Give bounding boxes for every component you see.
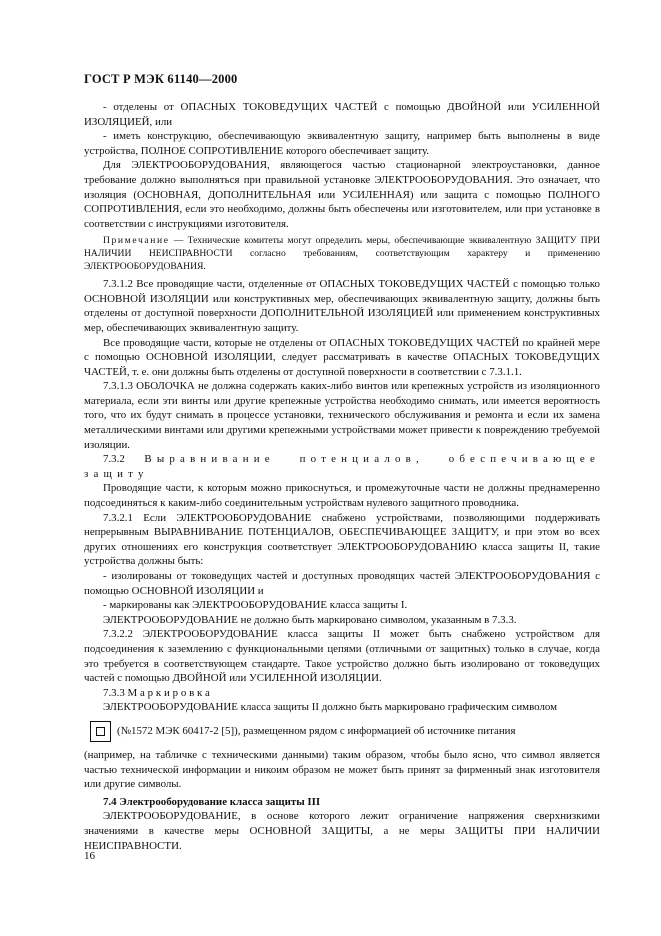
double-square-class-ii-icon [90,721,111,742]
heading-7-3-2 [84,452,600,481]
paragraph-accessible-parts: Проводящие части, к которым можно прикоснуться, и промежуточные части не должны преднамеренно подсоединяться к каким-либо соединительным устройствам нулевого защитного проводника. [84,482,600,510]
clause-7-3-1-3: 7.3.1.3 ОБОЛОЧКА не должна содержать каких-либо винтов или крепежных устройств из изоляционного материала, если эти винты или другие крепежные устройства необходимо снимать, или имеется вероятность того, что их будут снимать в процессе установки, технического обслуживания и ремонта и если их замена металлическими винтами или другими крепежными устройствами может привести к повреждению требуемой изоляции. [84,380,600,451]
paragraph-marking: ЭЛЕКТРООБОРУДОВАНИЕ класса защиты II должно быть маркировано графическим символом [103,701,558,714]
clause-7-3-2-2: 7.3.2.2 ЭЛЕКТРООБОРУДОВАНИЕ класса защиты II может быть снабжено устройством для подсоединения к заземлению с функциональными цепями (отличными от защитных) только в случае, когда это требуется в соответствующем стандарте. Такое устройство должно быть изолировано от токоведущих частей с помощью ДВОЙНОЙ или УСИЛЕННОЙ ИЗОЛЯЦИИ. [84,628,600,685]
double-square-inner [96,727,105,736]
heading-7-4: 7.4 Электрооборудование класса защиты III [103,795,321,808]
heading-7-3-3-title: Маркировка [127,686,213,699]
symbol-description: (№1572 МЭК 60417-2 [5]), размещенном рядом с информацией об источнике питания [117,725,516,738]
clause-7-3-2-1: 7.3.2.1 Если ЭЛЕКТРООБОРУДОВАНИЕ снабжено устройствами, позволяющими поддерживать непрерывным ВЫРАВНИВАНИЕ ПОТЕНЦИАЛОВ, ОБЕСПЕЧИВАЮЩЕЕ ЗАЩИТУ, и при этом во всех других отношениях его конструкция соответствует ЭЛЕКТРООБОРУДОВАНИЮ класса защиты II, такие устройства должны быть: [84,511,600,568]
paragraph-bullet-construction: - иметь конструкцию, обеспечивающую эквивалентную защиту, например быть выполнены в виде устройства, ПОЛНОЕ СОПРОТИВЛЕНИЕ которого обеспечивает защиту. [84,130,600,157]
symbol-line [84,721,600,742]
note-text: — Технические комитеты могут определить меры, обеспечивающие эквивалентную ЗАЩИТУ ПРИ НАЛИЧИИ НЕИСПРАВНОСТИ согласно требованиям, соответствующим характеру и применению ЭЛЕКТРООБОРУДОВАНИЯ. [84,235,600,272]
paragraph-bullet-separated: - отделены от ОПАСНЫХ ТОКОВЕДУЩИХ ЧАСТЕЙ с помощью ДВОЙНОЙ или УСИЛЕННОЙ ИЗОЛЯЦИЕЙ, или [84,101,600,128]
paragraph-bullet-marked: - маркированы как ЭЛЕКТРООБОРУДОВАНИЕ класса защиты I. [103,599,408,612]
heading-7-3-3 [84,686,600,701]
paragraph-not-marked: ЭЛЕКТРООБОРУДОВАНИЕ не должно быть маркировано символом, указанным в 7.3.3. [103,613,517,626]
heading-7-3-3-number: 7.3.3 [103,686,125,699]
paragraph-symbol-usage: (например, на табличке с техническими данными) таким образом, чтобы было ясно, что символ является частью технической информации и никоим образом не может быть принят за фирменный знак изготовителя или другие символы. [84,748,600,791]
document-body [84,100,600,853]
paragraph-conductive-parts: Все проводящие части, которые не отделены от ОПАСНЫХ ТОКОВЕДУЩИХ ЧАСТЕЙ по крайней мере с помощью ОСНОВНОЙ ИЗОЛЯЦИИ, следует рассматривать в качестве ОПАСНЫХ ТОКОВЕДУЩИХ ЧАСТЕЙ, т. е. они должны быть отделены от доступной поверхности в соответствии с 7.3.1.1. [84,336,600,378]
note-label: Примечание [103,235,170,247]
document-header: ГОСТ Р МЭК 61140—2000 [84,72,238,86]
clause-7-3-1-2: 7.3.1.2 Все проводящие части, отделенные от ОПАСНЫХ ТОКОВЕДУЩИХ ЧАСТЕЙ с помощью только ОСНОВНОЙ ИЗОЛЯЦИИ или конструктивных мер, обеспечивающих эквивалентную защиту, должны быть отделены от доступной поверхности ДОПОЛНИТЕЛЬНОЙ ИЗОЛЯЦИЕЙ или применением конструктивных мер, обеспечивающих эквивалентную защиту. [84,278,600,334]
paragraph-class-iii: ЭЛЕКТРООБОРУДОВАНИЕ, в основе которого лежит ограничение напряжения сверхнизкими значениями в качестве меры ОСНОВНОЙ ЗАЩИТЫ, а не меры ЗАЩИТЫ ПРИ НАЛИЧИИ НЕИСПРАВНОСТИ. [84,810,600,852]
heading-7-3-2-number: 7.3.2 [103,453,125,466]
paragraph-bullet-isolated: - изолированы от токоведущих частей и доступных проводящих частей ЭЛЕКТРООБОРУДОВАНИЯ с помощью ОСНОВНОЙ ИЗОЛЯЦИИ и [84,570,600,597]
paragraph-stationary: Для ЭЛЕКТРООБОРУДОВАНИЯ, являющегося частью стационарной электроустановки, данное требование должно выполняться при правильной установке ЭЛЕКТРООБОРУДОВАНИЯ. Это означает, что изоляция (ОСНОВНАЯ, ДОПОЛНИТЕЛЬНАЯ или УСИЛЕННАЯ) или защита с помощью ПОЛНОГО СОПРОТИВЛЕНИЯ, если это необходимо, должны быть обеспечены или изготовителем, или при установке в соответствии с инструкциями изготовителя. [84,159,600,230]
heading-7-3-2-title: Выравнивание потенциалов, обеспечивающее защиту [84,453,600,480]
note [84,235,600,273]
page-number: 16 [84,850,95,862]
